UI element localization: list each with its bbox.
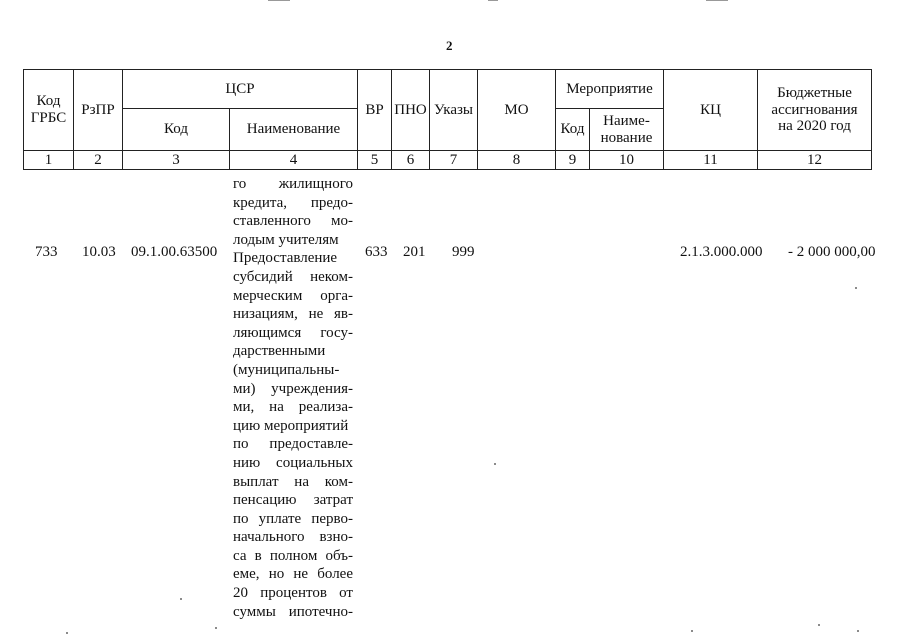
column-number: 2 — [74, 151, 123, 170]
scan-speck — [215, 627, 217, 629]
header-mo: МО — [478, 70, 556, 151]
header-budget: Бюджетные ассигнования на 2020 год — [758, 70, 872, 151]
row-ukazy: 999 — [452, 244, 475, 260]
description-line: го жилищного — [233, 176, 353, 192]
header-csr-kod: Код — [123, 109, 230, 151]
header-csr-name: Наименование — [230, 109, 358, 151]
description-line: 20 процентов от — [233, 585, 353, 602]
scan-speck — [180, 598, 182, 600]
header-mer-kod: Код — [556, 109, 590, 151]
header-rzpr: РзПР — [74, 70, 123, 151]
header-pno: ПНО — [392, 70, 430, 151]
header-kod-grbs: Код ГРБС — [24, 70, 74, 151]
header-kc: КЦ — [664, 70, 758, 151]
description-line: выплат на ком- — [233, 473, 353, 490]
description-line: начального взно- — [233, 529, 353, 546]
column-number: 4 — [230, 151, 358, 170]
description-line: (муниципальны- — [233, 361, 340, 378]
header-csr: ЦСР — [123, 70, 358, 109]
description-line: ми) учреждения- — [233, 380, 353, 397]
description-line: по уплате перво- — [233, 510, 353, 527]
header-ukazy: Указы — [430, 70, 478, 151]
scan-speck — [818, 624, 820, 626]
description-line: субсидий неком- — [233, 268, 353, 285]
description-line: са в полном объ- — [233, 547, 353, 564]
column-number: 12 — [758, 151, 872, 170]
scan-speck — [857, 630, 859, 632]
header-table — [23, 69, 872, 170]
scan-artifact — [488, 0, 498, 1]
column-numbers-row — [24, 151, 872, 170]
description-line: цию мероприятий — [233, 417, 349, 434]
column-number: 9 — [556, 151, 590, 170]
description-line: ляющимся госу- — [233, 324, 353, 341]
column-number: 5 — [358, 151, 392, 170]
row-amount: - 2 000 000,00 — [788, 244, 876, 260]
column-number: 7 — [430, 151, 478, 170]
row-vr: 633 — [365, 244, 388, 260]
description-line: ми, на реализа- — [233, 399, 353, 416]
description-line: пенсацию затрат — [233, 492, 353, 509]
row-csr-kod: 09.1.00.63500 — [131, 244, 218, 260]
scan-speck — [855, 287, 857, 289]
column-number: 1 — [24, 151, 74, 170]
column-number: 6 — [392, 151, 430, 170]
scan-speck — [494, 463, 496, 465]
description-line: еме, но не более — [233, 566, 353, 583]
column-number: 8 — [478, 151, 556, 170]
column-number: 3 — [123, 151, 230, 170]
description-line: дарственными — [233, 343, 326, 360]
scan-artifact — [706, 0, 728, 1]
description-line: ставленного мо- — [233, 213, 353, 230]
header-vr: ВР — [358, 70, 392, 151]
row-kod-grbs: 733 — [35, 244, 58, 260]
description-line: кредита, предо- — [233, 194, 353, 211]
column-number: 10 — [590, 151, 664, 170]
scan-artifact — [268, 0, 290, 1]
description-line: нию социальных — [233, 454, 353, 471]
row-pno: 201 — [403, 244, 426, 260]
header-meropriyatie: Мероприятие — [556, 70, 664, 109]
scan-speck — [691, 630, 693, 632]
description-line: низациям, не яв- — [233, 306, 353, 323]
description-line: Предоставление — [233, 250, 338, 267]
header-mer-name: Наиме- нование — [590, 109, 664, 151]
row-kc: 2.1.3.000.000 — [680, 244, 763, 260]
description-line: по предоставле- — [233, 436, 353, 453]
page-number: 2 — [446, 38, 453, 53]
description-line: лодым учителям — [233, 231, 339, 248]
row-rzpr: 10.03 — [82, 244, 116, 260]
column-number: 11 — [664, 151, 758, 170]
description-line: мерческим орга- — [233, 287, 353, 304]
row-description — [233, 175, 353, 621]
scan-speck — [66, 632, 68, 634]
description-line: суммы ипотечно- — [233, 603, 353, 620]
